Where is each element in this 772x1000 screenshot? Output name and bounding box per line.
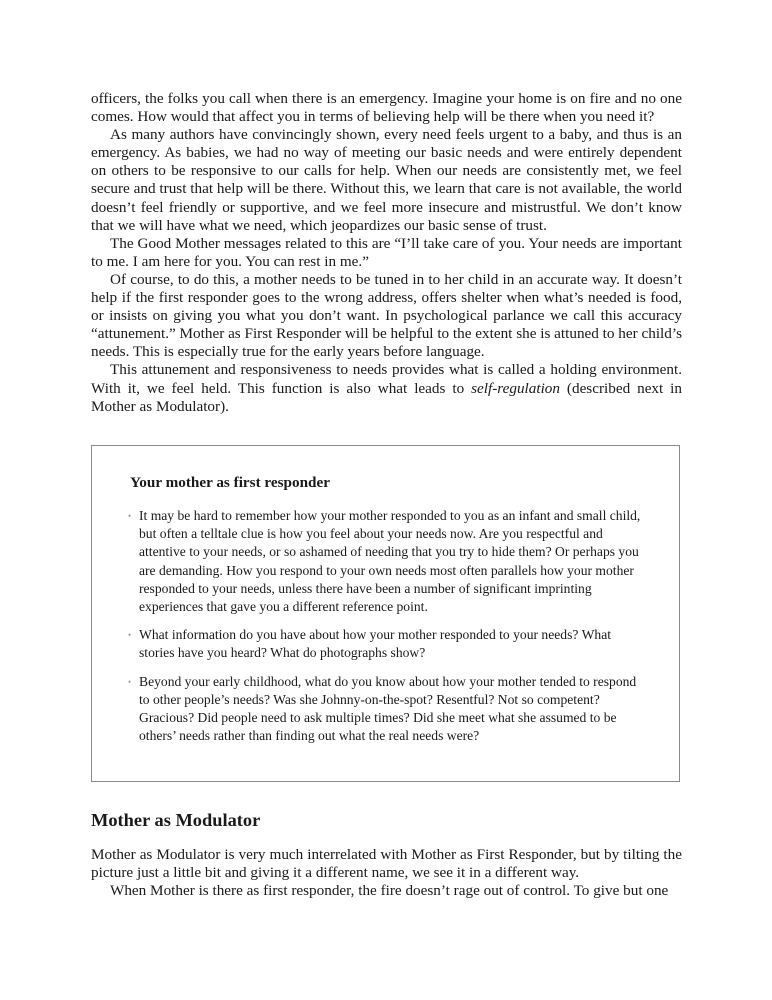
body-text-bottom — [91, 846, 682, 900]
paragraph-needs-urgent: As many authors have convincingly shown, every need feels urgent to a baby, and thus is an emergency. As babies, we had no way of meeting our basic needs and were entirely dependent on others to be responsive to our calls for help. When our needs are consistently met, we feel secure and trust that help will be there. Without this, we learn that care is not available, the world doesn’t feel friendly or supportive, and we feel more insecure and mistrustful. We don’t know that we will have what we need, which jeopardizes our basic sense of trust. — [91, 126, 682, 234]
paragraph-holding-environment — [91, 361, 682, 415]
list-item-text: It may be hard to remember how your mother responded to you as an infant and small child, but often a telltale clue is how you feel about your needs now. Are you respectful and attentive to your needs, or so ashamed of needing that you try to hide them? Or perhaps you are demanding. How you respond to your own needs most often parallels how your mother responded to your needs, unless there have been a number of significant imprinting experiences that gave you a different reference point. — [139, 508, 641, 615]
body-text-top — [91, 90, 682, 416]
paragraph-good-mother-messages: The Good Mother messages related to this are “I’ll take care of you. Your needs are important to me. I am here for you. You can rest in me.” — [91, 234, 682, 270]
self-regulation-term: self-regulation — [471, 379, 560, 397]
bullet-icon: • — [128, 676, 132, 687]
list-item-text: What information do you have about how your mother responded to your needs? What stories have you heard? What do photographs show? — [139, 627, 612, 661]
holding-text-end: (described next in Mother as Modulator). — [91, 379, 682, 415]
list-item — [128, 507, 642, 616]
bullet-icon: • — [128, 511, 132, 521]
bullet-icon: • — [128, 630, 132, 641]
list-item — [128, 626, 642, 662]
list-item-text: Beyond your early childhood, what do you know about how your mother tended to respond to other people’s needs? Was she Johnny-on-the-spot? Resentful? Not so competent? Gracious? Did people need to ask multiple times? Did she meet what she assumed to be others’ needs rather than finding out what the real needs were? — [139, 673, 637, 744]
paragraph-modulator-intro: Mother as Modulator is very much interrelated with Mother as First Responder, but by tilting the picture just a little bit and giving it a different name, we see it in a different way. — [91, 846, 682, 882]
paragraph-fire-control: When Mother is there as first responder, the fire doesn’t rage out of control. To give but one — [110, 882, 669, 900]
sidebar-title: Your mother as first responder — [130, 474, 330, 491]
paragraph-attunement: Of course, to do this, a mother needs to be tuned in to her child in an accurate way. It doesn’t help if the first responder goes to the wrong address, offers shelter when what’s needed is food, or insists on giving you what you don’t want. In psychological parlance we call this accuracy “attunement.” Mother as First Responder will be helpful to the extent she is attuned to her child’s needs. This is especially true for the early years before language. — [91, 270, 682, 361]
sidebar-box — [91, 445, 680, 782]
list-item — [128, 673, 642, 746]
sidebar-bullet-list — [128, 507, 642, 755]
paragraph-continuation: officers, the folks you call when there is an emergency. Imagine your home is on fire and no one comes. How would that affect you in terms of believing help will be there when you need it? — [91, 90, 682, 126]
section-heading: Mother as Modulator — [91, 810, 261, 830]
holding-text-start: This attunement and responsiveness to needs provides what is called a holding environment. With it, we feel held. This function is also what leads to — [91, 361, 682, 397]
